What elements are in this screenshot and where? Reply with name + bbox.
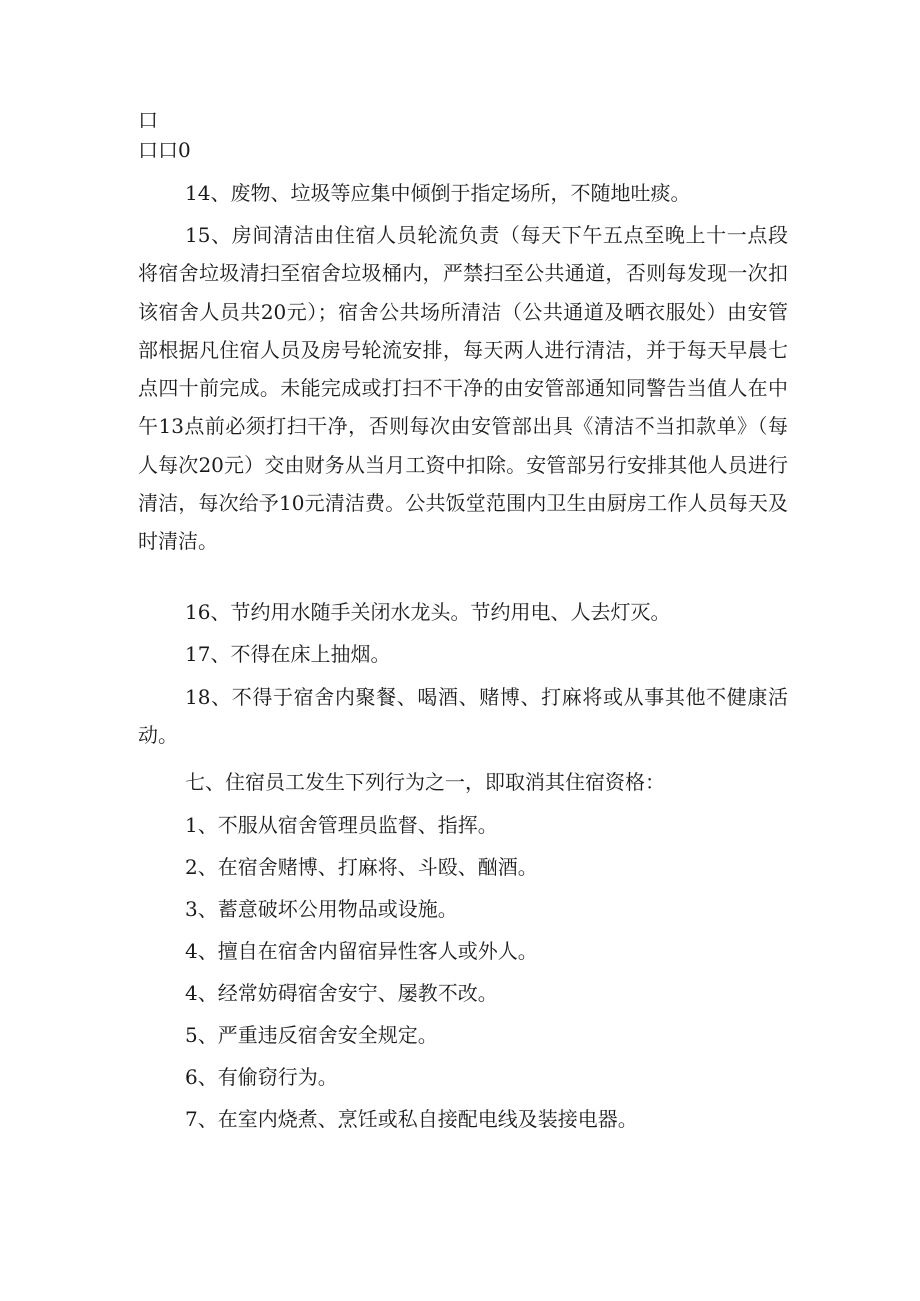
list-item: 7、在室内烧煮、烹饪或私自接配电线及装接电器。 xyxy=(185,1107,638,1131)
header-mark-1: 口 xyxy=(138,108,158,132)
list-item: 4、经常妨碍宿舍安宁、屡教不改。 xyxy=(185,981,498,1005)
list-item: 4、擅自在宿舍内留宿异性客人或外人。 xyxy=(185,939,538,963)
paragraph-15: 15、房间清洁由住宿人员轮流负责（每天下午五点至晚上十一点段将宿舍垃圾清扫至宿舍垃圾桶内，严禁扫至公共通道，否则每发现一次扣该宿舍人员共20元）；宿舍公共场所清洁（公共通道及晒衣服处）由安管部根据凡住宿人员及房号轮流安排，每天两人进行清洁，并于每天早晨七点四十前完成。未能完成或打扫不干净的由安管部通知同警告当值人在中午13点前必须打扫干净，否则每次由安管部出具《清洁不当扣款单》（每人每次20元）交由财务从当月工资中扣除。安管部另行安排其他人员进行清洁，每次给予10元清洁费。公共饭堂范围内卫生由厨房工作人员每天及时清洁。 xyxy=(138,223,788,554)
header-mark-2: 口口0 xyxy=(138,138,191,162)
paragraph-17: 17、不得在床上抽烟。 xyxy=(185,642,391,666)
list-item: 2、在宿舍赌博、打麻将、斗殴、酗酒。 xyxy=(185,855,538,879)
paragraph-18: 18、不得于宿舍内聚餐、喝酒、赌博、打麻将或从事其他不健康活动。 xyxy=(138,685,788,748)
list-item: 6、有偷窃行为。 xyxy=(185,1065,338,1089)
paragraph-16: 16、节约用水随手关闭水龙头。节约用电、人去灯灭。 xyxy=(185,600,671,624)
section7-heading: 七、住宿员工发生下列行为之一，即取消其住宿资格： xyxy=(185,770,665,794)
list-item: 1、不服从宿舍管理员监督、指挥。 xyxy=(185,813,498,837)
list-item: 3、蓄意破坏公用物品或设施。 xyxy=(185,897,458,921)
list-item: 5、严重违反宿舍安全规定。 xyxy=(185,1023,438,1047)
paragraph-14: 14、废物、垃圾等应集中倾倒于指定场所，不随地吐痰。 xyxy=(185,181,691,205)
